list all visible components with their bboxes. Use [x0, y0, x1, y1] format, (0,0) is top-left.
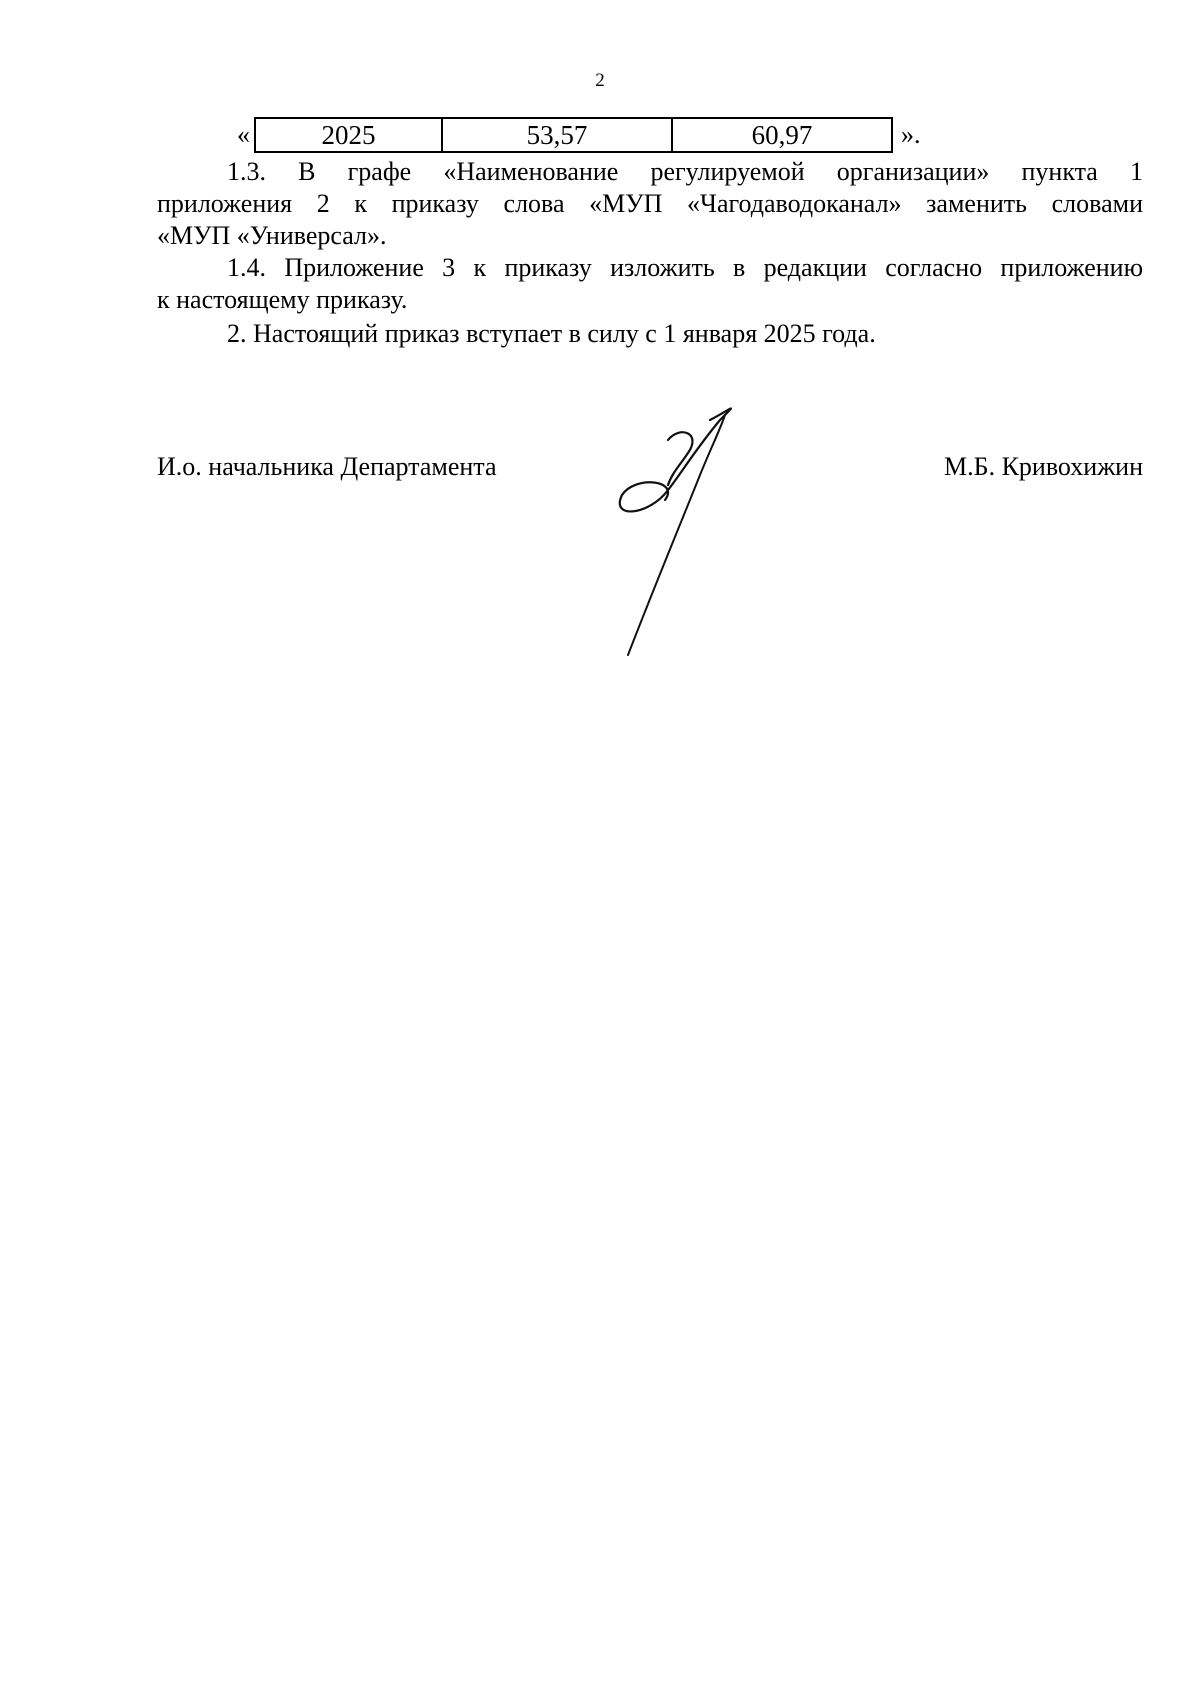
paragraph-2: 2. Настоящий приказ вступает в силу с 1 января 2025 года.	[227, 319, 876, 348]
paragraph-1-4-line-2: к настоящему приказу.	[157, 285, 408, 314]
paragraph-1-3	[157, 156, 1143, 252]
signatory-position: И.о. начальника Департамента	[157, 452, 497, 481]
table-cell-value-1: 53,57	[442, 118, 672, 152]
paragraph-1-3-line-1: 1.3. В графе «Наименование регулируемой организации» пункта 1	[227, 157, 1143, 186]
paragraph-1-4	[157, 252, 1143, 316]
opening-quote: «	[237, 120, 250, 149]
handwritten-signature	[610, 405, 810, 675]
page-number: 2	[595, 70, 605, 91]
closing-quote: ».	[901, 120, 921, 149]
paragraph-1-3-line-2: приложения 2 к приказу слова «МУП «Чагодаводоканал» заменить словами	[157, 189, 1143, 218]
table-cell-value-2: 60,97	[672, 118, 892, 152]
table-row	[255, 118, 892, 152]
paragraph-1-4-line-1: 1.4. Приложение 3 к приказу изложить в редакции согласно приложению	[227, 253, 1143, 282]
paragraph-1-3-line-3: «МУП «Универсал».	[157, 221, 387, 250]
tariff-table	[254, 117, 893, 153]
tariff-table-row	[237, 117, 921, 153]
signer-name: М.Б. Кривохижин	[944, 452, 1143, 481]
table-cell-year: 2025	[255, 118, 442, 152]
